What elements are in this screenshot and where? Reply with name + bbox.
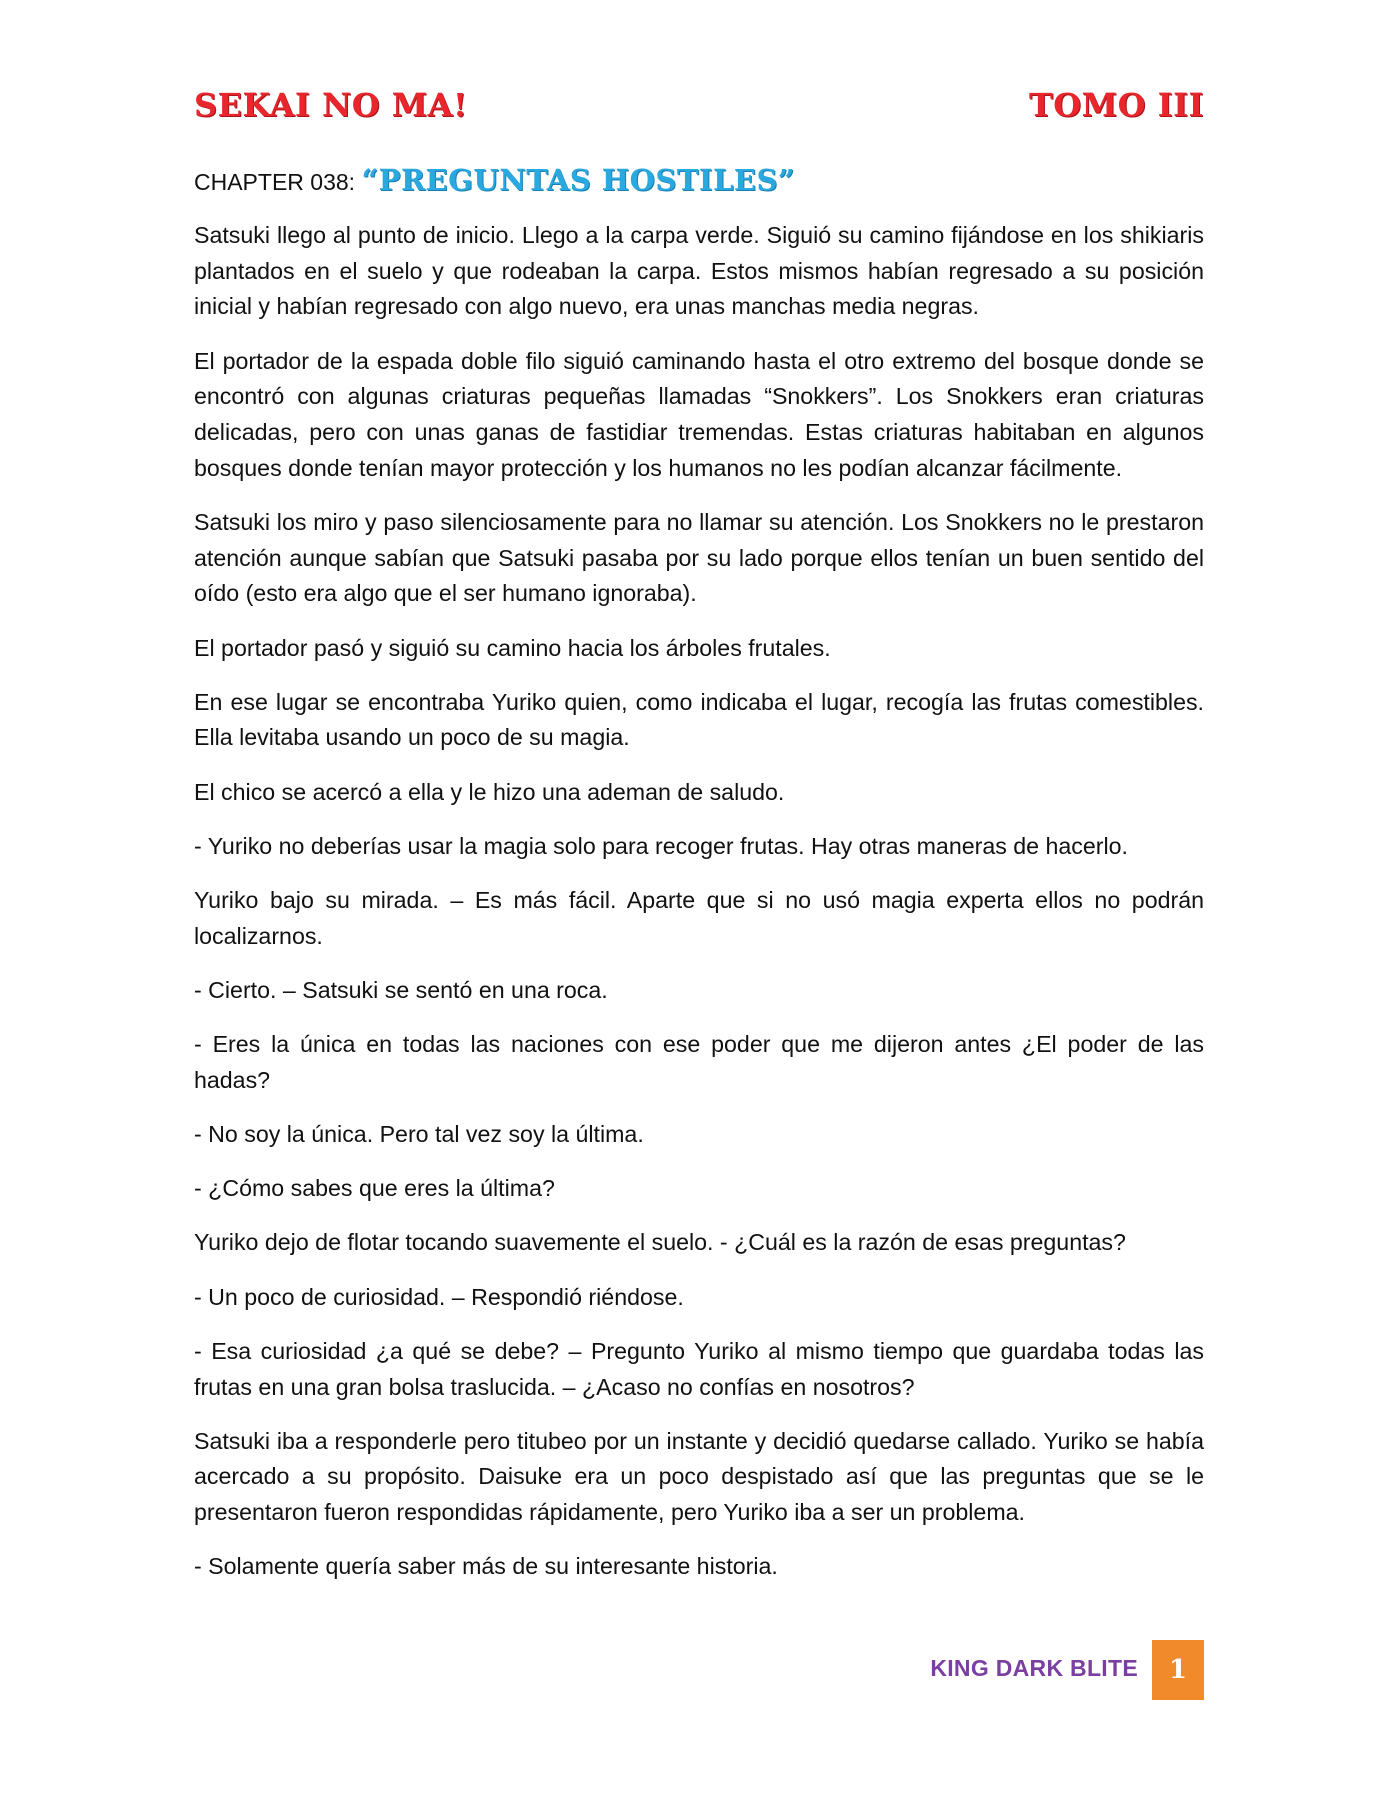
page-footer bbox=[194, 1640, 1204, 1700]
chapter-label: CHAPTER 038: bbox=[194, 169, 362, 195]
page-header bbox=[194, 86, 1204, 136]
paragraph: - Solamente quería saber más de su interesante historia. bbox=[194, 1553, 778, 1580]
paragraph: - No soy la única. Pero tal vez soy la última. bbox=[194, 1121, 644, 1148]
paragraph: Yuriko bajo su mirada. – Es más fácil. Aparte que si no usó magia experta ellos no podrán localizarnos. bbox=[194, 887, 1204, 949]
chapter-heading bbox=[194, 163, 1204, 207]
paragraph: Satsuki llego al punto de inicio. Llego a la carpa verde. Siguió su camino fijándose en los shikiaris plantados en el suelo y que rodeaban la carpa. Estos mismos habían regresado a su posición inicial y habían regresado con algo nuevo, era unas manchas media negras. bbox=[194, 222, 1204, 320]
paragraph: Yuriko dejo de flotar tocando suavemente el suelo. - ¿Cuál es la razón de esas preguntas? bbox=[194, 1229, 1126, 1256]
body-text bbox=[194, 218, 1204, 1604]
paragraph: - Eres la única en todas las naciones con ese poder que me dijeron antes ¿El poder de las hadas? bbox=[194, 1031, 1204, 1093]
paragraph: El chico se acercó a ella y le hizo una ademan de saludo. bbox=[194, 778, 785, 805]
chapter-title: “PREGUNTAS HOSTILES” bbox=[361, 163, 796, 197]
paragraph: - Esa curiosidad ¿a qué se debe? – Pregunto Yuriko al mismo tiempo que guardaba todas las frutas en una gran bolsa traslucida. – ¿Acaso no confías en nosotros? bbox=[194, 1337, 1204, 1400]
paragraph: - Cierto. – Satsuki se sentó en una roca. bbox=[194, 976, 608, 1003]
paragraph: - Yuriko no deberías usar la magia solo para recoger frutas. Hay otras maneras de hacerlo. bbox=[194, 832, 1128, 859]
paragraph: El portador de la espada doble filo siguió caminando hasta el otro extremo del bosque donde se encontró con algunas criaturas pequeñas llamadas “Snokkers”. Los Snokkers eran criaturas delicadas, pero con unas ganas de fastidiar tremendas. Estas criaturas habitaban en algunos bosques donde tenían mayor protección y los humanos no les podían alcanzar fácilmente. bbox=[194, 347, 1204, 481]
paragraph: Satsuki iba a responderle pero titubeo por un instante y decidió quedarse callado. Yuriko se había acercado a su propósito. Daisuke era un poco despistado así que las preguntas que se le presentaron fueron respondidas rápidamente, pero Yuriko iba a ser un problema. bbox=[194, 1427, 1204, 1526]
paragraph: - Un poco de curiosidad. – Respondió riéndose. bbox=[194, 1283, 684, 1310]
page-number-badge: 1 bbox=[1152, 1640, 1204, 1700]
volume-title: TOMO III bbox=[1028, 86, 1204, 124]
paragraph: El portador pasó y siguió su camino hacia los árboles frutales. bbox=[194, 634, 831, 661]
paragraph: Satsuki los miro y paso silenciosamente para no llamar su atención. Los Snokkers no le prestaron atención aunque sabían que Satsuki pasaba por su lado porque ellos tenían un buen sentido del oído (esto era algo que el ser humano ignoraba). bbox=[194, 508, 1204, 607]
paragraph: En ese lugar se encontraba Yuriko quien, como indicaba el lugar, recogía las frutas comestibles. Ella levitaba usando un poco de su magia. bbox=[194, 688, 1204, 751]
author-name: KING DARK BLITE bbox=[930, 1655, 1138, 1681]
paragraph: - ¿Cómo sabes que eres la última? bbox=[194, 1175, 555, 1202]
series-title: SEKAI NO MA! bbox=[194, 86, 468, 124]
